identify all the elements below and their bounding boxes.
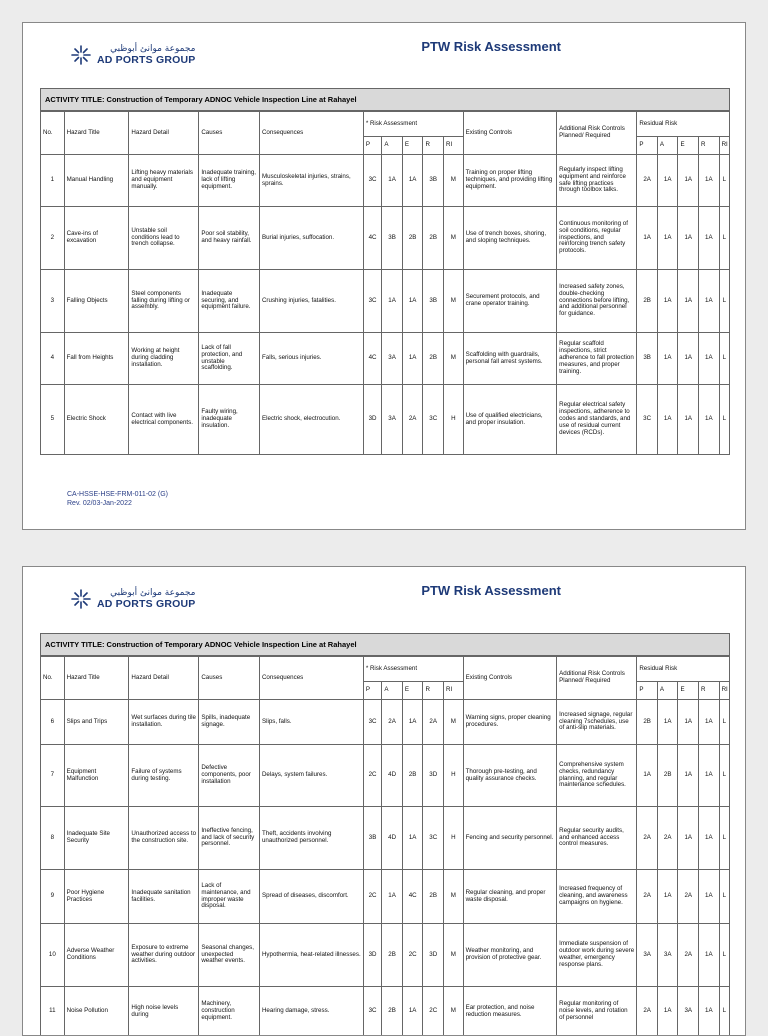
risk-ri: M [444, 870, 464, 924]
header-additional-controls: Additional Risk Controls Planned/ Required [557, 657, 637, 700]
risk-a: 1A [382, 270, 403, 333]
header-residual-e: E [678, 137, 699, 155]
consequences: Musculoskeletal injuries, strains, sprains. [259, 155, 363, 207]
residual-a: 1A [657, 870, 678, 924]
risk-r: 2B [423, 333, 444, 385]
hazard-detail: Wet surfaces during tile installation. [129, 700, 199, 745]
header-residual-e: E [678, 682, 699, 700]
row-number: 7 [41, 745, 65, 807]
risk-a: 1A [382, 155, 403, 207]
document-footer [67, 491, 168, 509]
consequences: Crushing injuries, fatalities. [259, 270, 363, 333]
existing-controls: Weather monitoring, and provision of protective gear. [463, 924, 557, 987]
hazard-title: Cave-ins of excavation [64, 207, 129, 270]
header-risk-r: R [423, 137, 444, 155]
existing-controls: Warning signs, proper cleaning procedures. [463, 700, 557, 745]
brand-english-name: AD PORTS GROUP [97, 55, 195, 66]
causes: Lack of maintenance, and improper waste disposal. [199, 870, 260, 924]
hazard-title: Equipment Malfunction [64, 745, 129, 807]
hazard-title: Falling Objects [64, 270, 129, 333]
row-number: 11 [41, 987, 65, 1036]
header-residual-ri: RI [719, 682, 729, 700]
header-causes: Causes [199, 657, 260, 700]
hazard-detail: Unauthorized access to the construction site. [129, 807, 199, 870]
existing-controls: Use of trench boxes, shoring, and sloping techniques. [463, 207, 557, 270]
risk-ri: H [444, 385, 464, 455]
risk-r: 3B [423, 270, 444, 333]
revision: Rev. 02/03-Jan-2022 [67, 500, 168, 509]
activity-title: ACTIVITY TITLE: Construction of Temporary ADNOC Vehicle Inspection Line at Rahayel [40, 88, 730, 111]
table-row [41, 385, 730, 455]
table-row [41, 270, 730, 333]
residual-e: 1A [678, 745, 699, 807]
hazard-title: Inadequate Site Security [64, 807, 129, 870]
document-page-2 [22, 566, 746, 1036]
residual-p: 3C [637, 385, 658, 455]
risk-p: 4C [363, 333, 382, 385]
causes: Lack of fall protection, and unstable scaffolding. [199, 333, 260, 385]
additional-controls: Regular scaffold inspections, strict adherence to fall protection measures, and proper training. [557, 333, 637, 385]
page-header [23, 23, 745, 85]
risk-a: 3A [382, 333, 403, 385]
header-risk-ri: RI [444, 682, 464, 700]
hazard-detail: Lifting heavy materials and equipment manually. [129, 155, 199, 207]
residual-r: 1A [699, 333, 720, 385]
risk-p: 3D [363, 924, 382, 987]
risk-a: 4D [382, 745, 403, 807]
header-risk-e: E [402, 682, 423, 700]
row-number: 2 [41, 207, 65, 270]
brand-logo [69, 43, 195, 67]
row-number: 5 [41, 385, 65, 455]
residual-p: 1A [637, 745, 658, 807]
causes: Machinery, construction equipment. [199, 987, 260, 1036]
residual-ri: L [719, 207, 729, 270]
header-hazard-detail: Hazard Detail [129, 657, 199, 700]
risk-ri: M [444, 155, 464, 207]
residual-ri: L [719, 333, 729, 385]
header-risk-a: A [382, 682, 403, 700]
additional-controls: Immediate suspension of outdoor work during severe weather, emergency response plans. [557, 924, 637, 987]
risk-p: 3C [363, 700, 382, 745]
header-consequences: Consequences [259, 657, 363, 700]
causes: Inadequate training, lack of lifting equipment. [199, 155, 260, 207]
header-residual-r: R [699, 137, 720, 155]
risk-p: 3C [363, 270, 382, 333]
residual-e: 1A [678, 207, 699, 270]
header-residual-a: A [657, 137, 678, 155]
existing-controls: Ear protection, and noise reduction measures. [463, 987, 557, 1036]
residual-e: 1A [678, 270, 699, 333]
residual-a: 1A [657, 385, 678, 455]
residual-e: 3A [678, 987, 699, 1036]
residual-r: 1A [699, 987, 720, 1036]
header-no: No. [41, 112, 65, 155]
residual-a: 1A [657, 155, 678, 207]
residual-r: 1A [699, 745, 720, 807]
row-number: 3 [41, 270, 65, 333]
residual-a: 1A [657, 700, 678, 745]
risk-a: 1A [382, 870, 403, 924]
residual-ri: L [719, 987, 729, 1036]
row-number: 6 [41, 700, 65, 745]
residual-r: 1A [699, 870, 720, 924]
residual-p: 3B [637, 333, 658, 385]
residual-a: 2A [657, 807, 678, 870]
page-header [23, 567, 745, 629]
ad-ports-logo-icon [69, 587, 93, 611]
header-risk-p: P [363, 137, 382, 155]
hazard-title: Electric Shock [64, 385, 129, 455]
residual-p: 2B [637, 270, 658, 333]
consequences: Hearing damage, stress. [259, 987, 363, 1036]
residual-e: 2A [678, 924, 699, 987]
risk-e: 1A [402, 270, 423, 333]
risk-r: 3C [423, 807, 444, 870]
residual-r: 1A [699, 700, 720, 745]
header-no: No. [41, 657, 65, 700]
risk-e: 1A [402, 333, 423, 385]
risk-ri: M [444, 987, 464, 1036]
row-number: 4 [41, 333, 65, 385]
residual-ri: L [719, 870, 729, 924]
row-number: 8 [41, 807, 65, 870]
risk-r: 3D [423, 745, 444, 807]
residual-ri: L [719, 807, 729, 870]
risk-r: 3D [423, 924, 444, 987]
risk-a: 3A [382, 385, 403, 455]
residual-a: 1A [657, 987, 678, 1036]
table-row [41, 870, 730, 924]
header-residual-ri: RI [719, 137, 729, 155]
risk-p: 4C [363, 207, 382, 270]
header-residual-risk: Residual Risk [637, 112, 730, 137]
consequences: Delays, system failures. [259, 745, 363, 807]
risk-ri: M [444, 333, 464, 385]
residual-r: 1A [699, 155, 720, 207]
additional-controls: Regular security audits, and enhanced access control measures. [557, 807, 637, 870]
residual-e: 1A [678, 385, 699, 455]
residual-e: 1A [678, 700, 699, 745]
consequences: Spread of diseases, discomfort. [259, 870, 363, 924]
existing-controls: Use of qualified electricians, and proper insulation. [463, 385, 557, 455]
hazard-detail: High noise levels during [129, 987, 199, 1036]
causes: Spills, inadequate signage. [199, 700, 260, 745]
additional-controls: Increased safety zones, double-checking connections before lifting, and additional personnel for guidance. [557, 270, 637, 333]
risk-p: 3B [363, 807, 382, 870]
activity-title: ACTIVITY TITLE: Construction of Temporary ADNOC Vehicle Inspection Line at Rahayel [40, 633, 730, 656]
header-risk-p: P [363, 682, 382, 700]
hazard-detail: Exposure to extreme weather during outdoor activities. [129, 924, 199, 987]
risk-e: 2C [402, 924, 423, 987]
table-row [41, 207, 730, 270]
causes: Inadequate securing, and equipment failure. [199, 270, 260, 333]
additional-controls: Increased frequency of cleaning, and awareness campaigns on hygiene. [557, 870, 637, 924]
risk-e: 1A [402, 155, 423, 207]
header-residual-r: R [699, 682, 720, 700]
hazard-detail: Working at height during cladding installation. [129, 333, 199, 385]
header-risk-a: A [382, 137, 403, 155]
causes: Faulty wiring, inadequate insulation. [199, 385, 260, 455]
risk-e: 1A [402, 700, 423, 745]
header-risk-ri: RI [444, 137, 464, 155]
hazard-detail: Steel components falling during lifting or assembly. [129, 270, 199, 333]
consequences: Theft, accidents involving unauthorized personnel. [259, 807, 363, 870]
risk-ri: M [444, 207, 464, 270]
risk-a: 4D [382, 807, 403, 870]
existing-controls: Regular cleaning, and proper waste disposal. [463, 870, 557, 924]
header-consequences: Consequences [259, 112, 363, 155]
residual-p: 2A [637, 870, 658, 924]
risk-r: 2B [423, 870, 444, 924]
header-residual-risk: Residual Risk [637, 657, 730, 682]
residual-p: 3A [637, 924, 658, 987]
existing-controls: Securement protocols, and crane operator training. [463, 270, 557, 333]
risk-e: 2B [402, 745, 423, 807]
residual-p: 2B [637, 700, 658, 745]
existing-controls: Training on proper lifting techniques, and providing lifting equipment. [463, 155, 557, 207]
existing-controls: Thorough pre-testing, and quality assurance checks. [463, 745, 557, 807]
risk-a: 2B [382, 924, 403, 987]
brand-arabic-name: مجموعة موانئ أبوظبي [97, 45, 195, 54]
table-row [41, 333, 730, 385]
risk-e: 2A [402, 385, 423, 455]
consequences: Falls, serious injuries. [259, 333, 363, 385]
additional-controls: Increased signage, regular cleaning 7schedules, use of anti-slip materials. [557, 700, 637, 745]
residual-r: 1A [699, 807, 720, 870]
risk-p: 2C [363, 870, 382, 924]
risk-r: 2C [423, 987, 444, 1036]
form-code: CA-HSSE-HSE-FRM-011-02 (G) [67, 491, 168, 500]
consequences: Burial injuries, suffocation. [259, 207, 363, 270]
residual-ri: L [719, 924, 729, 987]
residual-r: 1A [699, 270, 720, 333]
header-additional-controls: Additional Risk Controls Planned/ Required [557, 112, 637, 155]
risk-e: 1A [402, 807, 423, 870]
causes: Seasonal changes, unexpected weather events. [199, 924, 260, 987]
causes: Poor soil stability, and heavy rainfall. [199, 207, 260, 270]
residual-r: 1A [699, 207, 720, 270]
table-row [41, 924, 730, 987]
residual-e: 1A [678, 333, 699, 385]
residual-ri: L [719, 700, 729, 745]
additional-controls: Regular electrical safety inspections, adherence to codes and standards, and use of residual current devices (RCDs). [557, 385, 637, 455]
risk-p: 3C [363, 987, 382, 1036]
consequences: Electric shock, electrocution. [259, 385, 363, 455]
hazard-detail: Inadequate sanitation facilities. [129, 870, 199, 924]
header-existing-controls: Existing Controls [463, 112, 557, 155]
row-number: 1 [41, 155, 65, 207]
hazard-title: Adverse Weather Conditions [64, 924, 129, 987]
residual-p: 2A [637, 155, 658, 207]
residual-a: 2B [657, 745, 678, 807]
residual-ri: L [719, 270, 729, 333]
table-row [41, 745, 730, 807]
causes: Ineffective fencing, and lack of security personnel. [199, 807, 260, 870]
residual-e: 1A [678, 807, 699, 870]
additional-controls: Regularly inspect lifting equipment and reinforce safe lifting practices through toolbox talks. [557, 155, 637, 207]
additional-controls: Continuous monitoring of soil conditions, regular inspections, and reinforcing trench safety protocols. [557, 207, 637, 270]
residual-a: 3A [657, 924, 678, 987]
risk-ri: M [444, 924, 464, 987]
header-risk-r: R [423, 682, 444, 700]
risk-table [40, 656, 730, 1036]
risk-ri: M [444, 700, 464, 745]
existing-controls: Fencing and security personnel. [463, 807, 557, 870]
risk-e: 1A [402, 987, 423, 1036]
residual-e: 2A [678, 870, 699, 924]
residual-a: 1A [657, 270, 678, 333]
risk-a: 2B [382, 987, 403, 1036]
brand-arabic-name: مجموعة موانئ أبوظبي [97, 589, 195, 598]
header-residual-a: A [657, 682, 678, 700]
risk-a: 3B [382, 207, 403, 270]
risk-ri: H [444, 807, 464, 870]
residual-r: 1A [699, 924, 720, 987]
residual-p: 2A [637, 987, 658, 1036]
table-row [41, 807, 730, 870]
hazard-title: Poor Hygiene Practices [64, 870, 129, 924]
header-residual-p: P [637, 682, 658, 700]
document-page-1 [22, 22, 746, 530]
causes: Defective components, poor installation [199, 745, 260, 807]
hazard-title: Slips and Trips [64, 700, 129, 745]
risk-r: 3B [423, 155, 444, 207]
residual-e: 1A [678, 155, 699, 207]
risk-ri: M [444, 270, 464, 333]
additional-controls: Comprehensive system checks, redundancy planning, and regular maintenance schedules. [557, 745, 637, 807]
additional-controls: Regular monitoring of noise levels, and rotation of personnel [557, 987, 637, 1036]
risk-ri: H [444, 745, 464, 807]
risk-r: 2A [423, 700, 444, 745]
header-risk-assessment: * Risk Assessment [363, 112, 463, 137]
header-risk-e: E [402, 137, 423, 155]
hazard-detail: Unstable soil conditions lead to trench collapse. [129, 207, 199, 270]
residual-p: 2A [637, 807, 658, 870]
ad-ports-logo-icon [69, 43, 93, 67]
risk-p: 2C [363, 745, 382, 807]
existing-controls: Scaffolding with guardrails, personal fall arrest systems. [463, 333, 557, 385]
risk-a: 2A [382, 700, 403, 745]
document-title: PTW Risk Assessment [421, 583, 561, 598]
hazard-title: Manual Handling [64, 155, 129, 207]
table-row [41, 155, 730, 207]
hazard-title: Noise Pollution [64, 987, 129, 1036]
header-existing-controls: Existing Controls [463, 657, 557, 700]
table-row [41, 987, 730, 1036]
header-hazard-title: Hazard Title [64, 657, 129, 700]
residual-ri: L [719, 385, 729, 455]
document-title: PTW Risk Assessment [421, 39, 561, 54]
row-number: 10 [41, 924, 65, 987]
risk-r: 2B [423, 207, 444, 270]
residual-ri: L [719, 155, 729, 207]
residual-p: 1A [637, 207, 658, 270]
residual-a: 1A [657, 207, 678, 270]
table-row [41, 700, 730, 745]
header-hazard-detail: Hazard Detail [129, 112, 199, 155]
header-causes: Causes [199, 112, 260, 155]
hazard-detail: Contact with live electrical components. [129, 385, 199, 455]
brand-english-name: AD PORTS GROUP [97, 599, 195, 610]
risk-p: 3C [363, 155, 382, 207]
header-risk-assessment: * Risk Assessment [363, 657, 463, 682]
risk-r: 3C [423, 385, 444, 455]
hazard-detail: Failure of systems during testing. [129, 745, 199, 807]
consequences: Slips, falls. [259, 700, 363, 745]
hazard-title: Fall from Heights [64, 333, 129, 385]
risk-e: 4C [402, 870, 423, 924]
brand-logo [69, 587, 195, 611]
risk-table [40, 111, 730, 455]
residual-ri: L [719, 745, 729, 807]
header-hazard-title: Hazard Title [64, 112, 129, 155]
header-residual-p: P [637, 137, 658, 155]
risk-p: 3D [363, 385, 382, 455]
risk-e: 2B [402, 207, 423, 270]
consequences: Hypothermia, heat-related illnesses. [259, 924, 363, 987]
row-number: 9 [41, 870, 65, 924]
residual-a: 1A [657, 333, 678, 385]
residual-r: 1A [699, 385, 720, 455]
